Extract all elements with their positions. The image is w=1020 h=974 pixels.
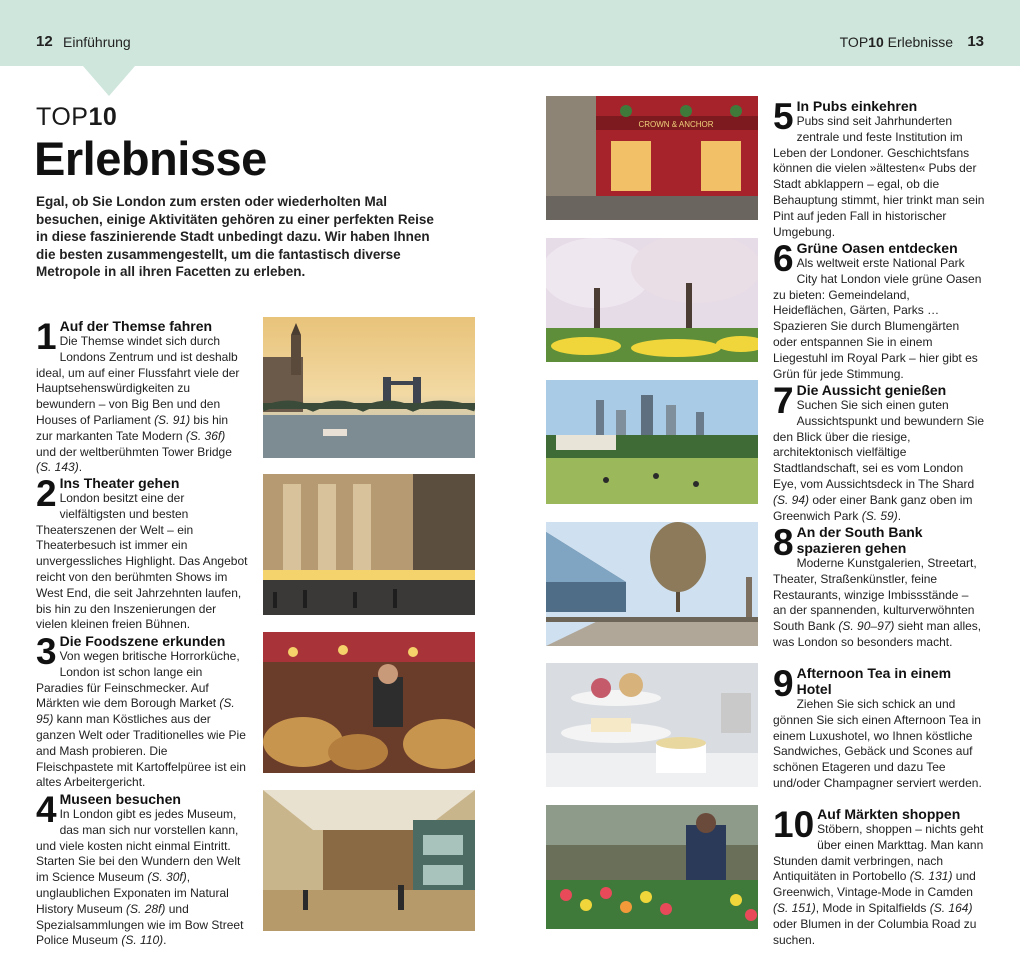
museum-hall-photo bbox=[263, 790, 475, 931]
entry-10 bbox=[773, 806, 985, 948]
left-section-title: Einführung bbox=[63, 34, 131, 50]
borough-market-photo bbox=[263, 632, 475, 773]
entry-text: sieht man alles, was London so besonders macht. bbox=[773, 619, 982, 649]
entry-body bbox=[773, 256, 985, 382]
entry-8 bbox=[773, 524, 985, 651]
greenwich-park-view-photo bbox=[546, 380, 758, 504]
entry-text: und Spezialsammlungen wie im Bow Street Police Museum bbox=[36, 901, 244, 948]
entry-4 bbox=[36, 791, 248, 949]
ten-number: 10 bbox=[88, 103, 118, 131]
entry-number: 7 bbox=[773, 380, 794, 421]
page-reference: (S. 28f) bbox=[126, 901, 166, 916]
entry-text: , Mode in Spitalfields bbox=[815, 900, 930, 915]
entry-body bbox=[773, 556, 985, 651]
entry-6 bbox=[773, 240, 985, 382]
south-bank-promenade-photo bbox=[546, 522, 758, 646]
entry-number: 2 bbox=[36, 473, 57, 514]
flower-market-photo bbox=[546, 805, 758, 929]
entry-body bbox=[773, 697, 985, 792]
entry-number: 4 bbox=[36, 789, 57, 830]
entry-number: 1 bbox=[36, 316, 57, 357]
entry-5 bbox=[773, 98, 985, 240]
entry-heading: An der South Bank spazieren gehen bbox=[796, 524, 923, 556]
entry-text: Von wegen britische Horrorküche, London ist schon lange ein Paradies für Feinschmecker. Auf Märkten wie dem Borough Market bbox=[36, 649, 240, 711]
entry-heading: Grüne Oasen entdecken bbox=[796, 240, 958, 256]
entry-text: bis hin zur markanten Tate Modern bbox=[36, 412, 229, 443]
entry-number: 8 bbox=[773, 522, 794, 563]
entry-text: Moderne Kunstgalerien, Streetart, Theater, Straßenkünstler, feine Restaurants, winzige Imbissstände – an der spannenden, kulturverwöhnten South Bank bbox=[773, 556, 977, 634]
entry-heading: Auf der Themse fahren bbox=[59, 318, 213, 334]
entry-text: und Greenwich, Vintage-Mode in Camden bbox=[773, 869, 976, 900]
entry-text: In London gibt es jedes Museum, das man sich nur vorstellen kann, und viele kosten nicht einmal Eintritt. Starten Sie bei den Wundern den Welt im Science Museum bbox=[36, 807, 241, 885]
top10-label bbox=[36, 103, 117, 132]
entry-1 bbox=[36, 318, 248, 476]
thames-tower-bridge-photo bbox=[263, 317, 475, 458]
entry-text: London besitzt eine der vielfältigsten und besten Theaterszenen der Welt – ein Theaterbesuch ist immer ein unvergessliches Highlight. Das Angebot reicht von den berühmten Shows im West End, die seit Jahrzehnten laufen, bis hin zu den Inszenierungen der vielen kleinen freien Bühnen. bbox=[36, 491, 248, 632]
page-reference: (S. 164) bbox=[929, 900, 973, 915]
intro-paragraph: Egal, ob Sie London zum ersten oder wiederholten Mal besuchen, einige Aktivitäten gehören zu einer perfekten Reise in diese faszinierende Stadt unbedingt dazu. Wir haben Ihnen die besten zusammengestellt, um die fantastisch diverse Metropole in all ihren Facetten zu erleben. bbox=[36, 194, 434, 280]
entry-text: , unglaublichen Exponaten im Natural History Museum bbox=[36, 870, 229, 916]
entry-number: 10 bbox=[773, 804, 815, 845]
right-section-prefix: TOP bbox=[839, 34, 869, 50]
header-notch bbox=[83, 66, 135, 96]
entry-text: Pubs sind seit Jahrhunderten zentrale und feste Institution im Leben der Londoner. Geschichtsfans können die vielen »ältesten« Pubs der Stadt abklappern – egal, ob die Behauptung stimmt, hier trinkt man sein Pint auf jeden Fall in historischer Umgebung. bbox=[773, 114, 985, 239]
page-reference: (S. 90–97) bbox=[838, 619, 895, 634]
entry-2 bbox=[36, 475, 248, 633]
page-reference: (S. 143) bbox=[36, 460, 79, 475]
entry-number: 6 bbox=[773, 238, 794, 279]
entry-text: Als weltweit erste National Park City hat London viele grüne Oasen zu bieten: Gemeindeland, Heideflächen, Gärten, Parks … Spazieren Sie durch Blumengärten oder entspannen Sie in einem Liegestuhl im Royal Park – hier gibt es Grün für jede Stimmung. bbox=[773, 256, 982, 381]
entry-text: . bbox=[897, 508, 902, 523]
entry-heading: Die Foodszene erkunden bbox=[59, 633, 226, 649]
entry-text: und der weltberühmten Tower Bridge bbox=[36, 444, 232, 459]
crown-and-anchor-pub-photo bbox=[546, 96, 758, 220]
left-page-number: 12 bbox=[36, 33, 53, 50]
entry-3 bbox=[36, 633, 248, 791]
entry-number: 9 bbox=[773, 663, 794, 704]
top-word: TOP bbox=[36, 103, 89, 131]
entry-number: 5 bbox=[773, 96, 794, 137]
entry-body bbox=[36, 807, 248, 949]
page-reference: (S. 151) bbox=[773, 900, 816, 915]
west-end-theatre-photo bbox=[263, 474, 475, 615]
page-reference: (S. 95) bbox=[36, 696, 235, 727]
page-header bbox=[0, 0, 1020, 66]
entry-text: Stöbern, shoppen – nichts geht über einen Markttag. Man kann Stunden damit verbringen, nach Antiquitäten in Portobello bbox=[773, 822, 984, 884]
right-section-suffix: Erlebnisse bbox=[883, 34, 953, 50]
entry-heading: Ins Theater gehen bbox=[59, 475, 180, 491]
entry-text: kann man Köstliches aus der ganzen Welt oder Traditionelles wie Pie and Mash probieren. Die Fleischpastete mit Kartoffelpüree ist ein altes Arbeitergericht. bbox=[36, 712, 246, 790]
entry-heading: Die Aussicht genießen bbox=[796, 382, 947, 398]
right-page-number: 13 bbox=[967, 33, 984, 50]
pub-sign-text: CROWN & ANCHOR bbox=[638, 120, 714, 129]
right-section-number: 10 bbox=[868, 34, 884, 50]
page-reference: (S. 91) bbox=[154, 412, 191, 427]
page-reference: (S. 131) bbox=[909, 869, 953, 884]
entry-text: oder einer Bank ganz oben im Greenwich Park bbox=[773, 492, 973, 523]
entry-body bbox=[773, 398, 985, 524]
entry-9 bbox=[773, 665, 985, 792]
entry-text: Suchen Sie sich einen guten Aussichtspunkt und bewundern Sie den Blick über die riesige, architektonisch vielfältige Stadtlandschaft, sei es vom London Eye, vom Aussichtsdeck in The Shard bbox=[773, 398, 985, 491]
entry-7 bbox=[773, 382, 985, 524]
page-reference: (S. 94) bbox=[773, 492, 810, 507]
entry-text: Ziehen Sie sich schick an und gönnen Sie sich einen Afternoon Tea in einem Luxushotel, wo Ihnen köstliche Sandwiches, Gebäck und Scones auf schönen Etageren und dazu Tee und/oder Champagner serviert werden. bbox=[773, 697, 982, 790]
page-reference: (S. 110) bbox=[121, 933, 164, 948]
page-reference: (S. 36f) bbox=[185, 428, 226, 443]
page-reference: (S. 30f) bbox=[147, 870, 187, 885]
entry-body bbox=[36, 491, 248, 633]
entry-heading: Auf Märkten shoppen bbox=[817, 806, 961, 822]
entry-heading: Afternoon Tea in einem Hotel bbox=[796, 665, 952, 697]
entry-heading: Museen besuchen bbox=[59, 791, 181, 807]
entry-text: oder Blumen in der Columbia Road zu suchen. bbox=[773, 916, 977, 947]
park-blossom-photo bbox=[546, 238, 758, 362]
entry-text: Die Themse windet sich durch Londons Zentrum und ist deshalb ideal, um auf einer Flussfahrt viele der Hauptsehenswürdigkeiten zu bewundern – von Big Ben und den Houses of Parliament bbox=[36, 334, 240, 427]
entry-body bbox=[36, 334, 248, 476]
entry-heading: In Pubs einkehren bbox=[796, 98, 918, 114]
right-section-title bbox=[840, 34, 953, 50]
entry-text: . bbox=[78, 460, 83, 475]
page-title: Erlebnisse bbox=[34, 132, 267, 185]
afternoon-tea-photo bbox=[546, 663, 758, 787]
page-reference: (S. 59) bbox=[861, 508, 898, 523]
entry-body bbox=[36, 649, 248, 791]
entry-text: . bbox=[163, 933, 167, 948]
entry-number: 3 bbox=[36, 631, 57, 672]
entry-body bbox=[773, 114, 985, 240]
